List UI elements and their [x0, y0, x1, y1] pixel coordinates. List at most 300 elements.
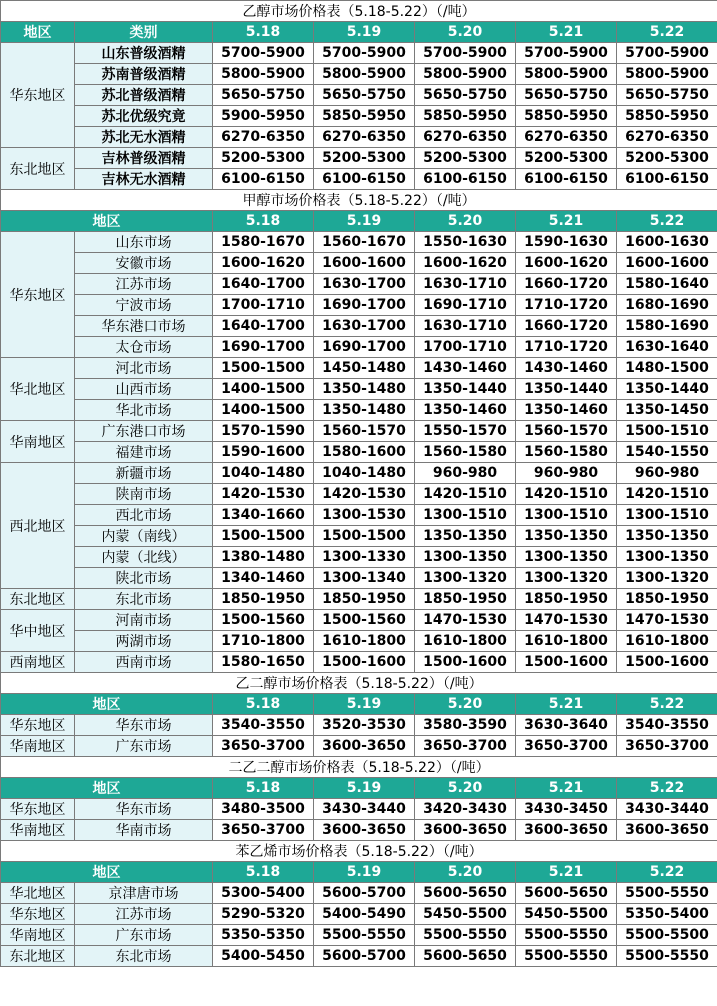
price-cell: 6270-6350	[617, 127, 717, 148]
category-cell: 山东市场	[75, 232, 213, 253]
category-cell: 福建市场	[75, 442, 213, 463]
region-cell: 华南地区	[1, 421, 75, 463]
price-cell: 1580-1670	[213, 232, 314, 253]
price-cell: 1540-1550	[617, 442, 717, 463]
region-cell: 华北地区	[1, 883, 75, 904]
table-row	[1, 484, 717, 505]
table-row	[1, 400, 717, 421]
table-row	[1, 820, 717, 841]
price-cell: 1610-1800	[617, 631, 717, 652]
category-cell: 江苏市场	[75, 274, 213, 295]
price-cell: 1300-1340	[314, 568, 415, 589]
price-cell: 1700-1710	[213, 295, 314, 316]
header-date: 5.18	[213, 694, 314, 715]
header-date: 5.20	[415, 778, 516, 799]
price-cell: 5900-5950	[213, 106, 314, 127]
table-title-row	[1, 841, 717, 862]
price-cell: 3650-3700	[617, 736, 717, 757]
price-cell: 1690-1700	[314, 295, 415, 316]
price-cell: 5200-5300	[516, 148, 617, 169]
price-cell: 5850-5950	[415, 106, 516, 127]
header-date: 5.21	[516, 862, 617, 883]
price-cell: 1630-1710	[415, 274, 516, 295]
table-row	[1, 925, 717, 946]
price-cell: 1340-1660	[213, 505, 314, 526]
price-cell: 3600-3650	[415, 820, 516, 841]
price-cell: 5600-5650	[415, 883, 516, 904]
price-cell: 6270-6350	[213, 127, 314, 148]
price-cell: 1600-1620	[415, 253, 516, 274]
table-row	[1, 526, 717, 547]
price-cell: 5850-5950	[617, 106, 717, 127]
price-cell: 5500-5550	[314, 925, 415, 946]
region-cell: 东北地区	[1, 589, 75, 610]
header-date: 5.22	[617, 211, 717, 232]
price-cell: 5200-5300	[314, 148, 415, 169]
price-cell: 1420-1530	[314, 484, 415, 505]
table-row	[1, 316, 717, 337]
price-cell: 1630-1710	[415, 316, 516, 337]
header-region: 地区	[1, 22, 75, 43]
header-date: 5.21	[516, 694, 617, 715]
price-cell: 1560-1580	[516, 442, 617, 463]
table-title-row	[1, 190, 717, 211]
category-cell: 苏北普级酒精	[75, 85, 213, 106]
category-cell: 内蒙（南线）	[75, 526, 213, 547]
price-cell: 5800-5900	[314, 64, 415, 85]
category-cell: 山东普级酒精	[75, 43, 213, 64]
price-cell: 1610-1800	[314, 631, 415, 652]
price-cell: 1600-1620	[213, 253, 314, 274]
table-row	[1, 631, 717, 652]
price-cell: 5850-5950	[516, 106, 617, 127]
price-cell: 1350-1440	[617, 379, 717, 400]
price-cell: 5350-5350	[213, 925, 314, 946]
region-cell: 华东地区	[1, 232, 75, 358]
price-cell: 1590-1600	[213, 442, 314, 463]
price-cell: 3430-3450	[516, 799, 617, 820]
table-row	[1, 568, 717, 589]
price-cell: 1710-1800	[213, 631, 314, 652]
category-cell: 苏南普级酒精	[75, 64, 213, 85]
price-cell: 1610-1800	[415, 631, 516, 652]
table-row	[1, 85, 717, 106]
header-date: 5.19	[314, 778, 415, 799]
price-cell: 960-980	[415, 463, 516, 484]
region-cell: 华南地区	[1, 820, 75, 841]
table-row	[1, 253, 717, 274]
category-cell: 西北市场	[75, 505, 213, 526]
header-category: 类别	[75, 22, 213, 43]
price-cell: 1500-1600	[617, 652, 717, 673]
category-cell: 华东市场	[75, 799, 213, 820]
price-cell: 3540-3550	[213, 715, 314, 736]
price-cell: 1690-1700	[314, 337, 415, 358]
price-cell: 1590-1630	[516, 232, 617, 253]
price-cell: 5200-5300	[415, 148, 516, 169]
price-cell: 6100-6150	[415, 169, 516, 190]
region-cell: 西南地区	[1, 652, 75, 673]
header-date: 5.21	[516, 22, 617, 43]
table-row	[1, 589, 717, 610]
price-cell: 1300-1510	[516, 505, 617, 526]
header-row	[1, 778, 717, 799]
price-cell: 1350-1350	[516, 526, 617, 547]
price-cell: 1350-1350	[617, 526, 717, 547]
category-cell: 东北市场	[75, 589, 213, 610]
price-cell: 1560-1570	[516, 421, 617, 442]
price-cell: 1500-1510	[617, 421, 717, 442]
price-cell: 1850-1950	[617, 589, 717, 610]
header-date: 5.22	[617, 22, 717, 43]
price-cell: 5700-5900	[516, 43, 617, 64]
price-cell: 3600-3650	[314, 820, 415, 841]
table-row	[1, 505, 717, 526]
price-cell: 5650-5750	[617, 85, 717, 106]
header-date: 5.18	[213, 211, 314, 232]
price-cell: 1450-1480	[314, 358, 415, 379]
price-cell: 5200-5300	[213, 148, 314, 169]
price-cell: 1500-1500	[213, 358, 314, 379]
price-cell: 5500-5550	[516, 925, 617, 946]
region-cell: 西北地区	[1, 463, 75, 589]
price-cell: 1560-1670	[314, 232, 415, 253]
price-cell: 5300-5400	[213, 883, 314, 904]
category-cell: 太仓市场	[75, 337, 213, 358]
header-row	[1, 211, 717, 232]
table-row	[1, 295, 717, 316]
table-row	[1, 43, 717, 64]
price-cell: 1660-1720	[516, 316, 617, 337]
price-cell: 1500-1560	[213, 610, 314, 631]
price-cell: 5700-5900	[314, 43, 415, 64]
price-cell: 1640-1700	[213, 316, 314, 337]
price-cell: 1630-1700	[314, 274, 415, 295]
table-row	[1, 169, 717, 190]
price-cell: 1700-1710	[415, 337, 516, 358]
table-title: 乙二醇市场价格表（5.18-5.22）（/吨）	[1, 673, 717, 694]
table-title-row	[1, 757, 717, 778]
price-cell: 1710-1720	[516, 337, 617, 358]
price-cell: 1300-1530	[314, 505, 415, 526]
price-cell: 1300-1320	[415, 568, 516, 589]
price-cell: 5500-5500	[617, 925, 717, 946]
price-cell: 1570-1590	[213, 421, 314, 442]
price-cell: 1630-1640	[617, 337, 717, 358]
price-cell: 3480-3500	[213, 799, 314, 820]
header-date: 5.18	[213, 862, 314, 883]
price-cell: 960-980	[516, 463, 617, 484]
header-date: 5.22	[617, 694, 717, 715]
price-cell: 1500-1600	[314, 652, 415, 673]
price-cell: 1610-1800	[516, 631, 617, 652]
price-cell: 1470-1530	[415, 610, 516, 631]
price-cell: 1630-1700	[314, 316, 415, 337]
table-row	[1, 232, 717, 253]
table-title: 乙醇市场价格表（5.18-5.22）（/吨）	[1, 1, 717, 22]
price-cell: 1550-1570	[415, 421, 516, 442]
price-cell: 1350-1450	[617, 400, 717, 421]
price-cell: 1420-1510	[617, 484, 717, 505]
table-row	[1, 652, 717, 673]
header-date: 5.19	[314, 862, 415, 883]
price-cell: 5450-5500	[516, 904, 617, 925]
price-cell: 5650-5750	[314, 85, 415, 106]
price-cell: 1350-1350	[415, 526, 516, 547]
price-cell: 1550-1630	[415, 232, 516, 253]
price-cell: 6100-6150	[516, 169, 617, 190]
price-cell: 1350-1440	[415, 379, 516, 400]
price-cell: 3430-3440	[617, 799, 717, 820]
category-cell: 新疆市场	[75, 463, 213, 484]
price-cell: 5500-5550	[415, 925, 516, 946]
region-cell: 华东地区	[1, 799, 75, 820]
category-cell: 宁波市场	[75, 295, 213, 316]
region-cell: 华东地区	[1, 43, 75, 148]
price-cell: 3600-3650	[617, 820, 717, 841]
price-cell: 1600-1600	[314, 253, 415, 274]
region-cell: 东北地区	[1, 148, 75, 190]
price-cell: 1420-1510	[516, 484, 617, 505]
price-cell: 5600-5650	[516, 883, 617, 904]
price-cell: 1300-1510	[415, 505, 516, 526]
table-title-row	[1, 673, 717, 694]
category-cell: 江苏市场	[75, 904, 213, 925]
price-cell: 1850-1950	[415, 589, 516, 610]
price-cell: 1040-1480	[314, 463, 415, 484]
category-cell: 广东市场	[75, 736, 213, 757]
category-cell: 华东港口市场	[75, 316, 213, 337]
price-cell: 3600-3650	[314, 736, 415, 757]
category-cell: 华北市场	[75, 400, 213, 421]
price-cell: 5450-5500	[415, 904, 516, 925]
price-cell: 3650-3700	[516, 736, 617, 757]
region-cell: 华东地区	[1, 904, 75, 925]
price-cell: 1660-1720	[516, 274, 617, 295]
price-cell: 1600-1600	[617, 253, 717, 274]
price-cell: 1690-1700	[213, 337, 314, 358]
category-cell: 华南市场	[75, 820, 213, 841]
price-cell: 1380-1480	[213, 547, 314, 568]
price-cell: 3630-3640	[516, 715, 617, 736]
table-row	[1, 379, 717, 400]
price-cell: 1350-1460	[516, 400, 617, 421]
category-cell: 河北市场	[75, 358, 213, 379]
price-cell: 3650-3700	[213, 736, 314, 757]
price-cell: 5850-5950	[314, 106, 415, 127]
price-cell: 3520-3530	[314, 715, 415, 736]
price-cell: 6100-6150	[617, 169, 717, 190]
category-cell: 陕北市场	[75, 568, 213, 589]
price-cell: 3600-3650	[516, 820, 617, 841]
table-row	[1, 946, 717, 967]
table-row	[1, 337, 717, 358]
price-cell: 1300-1350	[516, 547, 617, 568]
header-row	[1, 862, 717, 883]
table-row	[1, 127, 717, 148]
price-cell: 5400-5490	[314, 904, 415, 925]
table-row	[1, 736, 717, 757]
price-cell: 5200-5300	[617, 148, 717, 169]
header-date: 5.19	[314, 694, 415, 715]
table-row	[1, 547, 717, 568]
header-row	[1, 22, 717, 43]
table-row	[1, 463, 717, 484]
category-cell: 东北市场	[75, 946, 213, 967]
category-cell: 吉林普级酒精	[75, 148, 213, 169]
price-cell: 1350-1460	[415, 400, 516, 421]
price-cell: 3650-3700	[415, 736, 516, 757]
price-cell: 3430-3440	[314, 799, 415, 820]
region-cell: 华南地区	[1, 736, 75, 757]
price-cell: 1850-1950	[516, 589, 617, 610]
price-cell: 6270-6350	[415, 127, 516, 148]
price-cell: 3540-3550	[617, 715, 717, 736]
table-title: 甲醇市场价格表（5.18-5.22）（/吨）	[1, 190, 717, 211]
price-cell: 5400-5450	[213, 946, 314, 967]
header-region: 地区	[1, 778, 213, 799]
price-cell: 1350-1480	[314, 400, 415, 421]
price-cell: 1350-1440	[516, 379, 617, 400]
price-cell: 5500-5550	[516, 946, 617, 967]
header-date: 5.18	[213, 22, 314, 43]
header-date: 5.18	[213, 778, 314, 799]
price-cell: 5700-5900	[617, 43, 717, 64]
price-cell: 1300-1350	[415, 547, 516, 568]
table-row	[1, 799, 717, 820]
price-cell: 6270-6350	[314, 127, 415, 148]
header-date: 5.20	[415, 862, 516, 883]
category-cell: 京津唐市场	[75, 883, 213, 904]
price-cell: 5600-5650	[415, 946, 516, 967]
price-cell: 1500-1500	[314, 526, 415, 547]
price-cell: 1600-1620	[516, 253, 617, 274]
header-date: 5.22	[617, 862, 717, 883]
table-row	[1, 904, 717, 925]
category-cell: 华东市场	[75, 715, 213, 736]
header-date: 5.20	[415, 694, 516, 715]
price-cell: 1040-1480	[213, 463, 314, 484]
price-cell: 1500-1600	[516, 652, 617, 673]
category-cell: 安徽市场	[75, 253, 213, 274]
table-row	[1, 883, 717, 904]
price-cell: 3580-3590	[415, 715, 516, 736]
category-cell: 苏北无水酒精	[75, 127, 213, 148]
price-cell: 6100-6150	[314, 169, 415, 190]
category-cell: 两湖市场	[75, 631, 213, 652]
price-cell: 5800-5900	[516, 64, 617, 85]
table-row	[1, 610, 717, 631]
price-cell: 1580-1690	[617, 316, 717, 337]
price-cell: 1470-1530	[617, 610, 717, 631]
price-cell: 1400-1500	[213, 400, 314, 421]
price-cell: 1560-1570	[314, 421, 415, 442]
table-row	[1, 421, 717, 442]
table-title: 苯乙烯市场价格表（5.18-5.22）（/吨）	[1, 841, 717, 862]
price-cell: 1300-1320	[617, 568, 717, 589]
price-cell: 5650-5750	[213, 85, 314, 106]
price-cell: 5500-5550	[617, 946, 717, 967]
category-cell: 山西市场	[75, 379, 213, 400]
price-cell: 1300-1330	[314, 547, 415, 568]
price-cell: 1680-1690	[617, 295, 717, 316]
price-cell: 1500-1560	[314, 610, 415, 631]
price-cell: 1430-1460	[415, 358, 516, 379]
header-region: 地区	[1, 694, 213, 715]
price-cell: 1300-1510	[617, 505, 717, 526]
price-cell: 1580-1650	[213, 652, 314, 673]
header-region: 地区	[1, 862, 213, 883]
region-cell: 华南地区	[1, 925, 75, 946]
price-cell: 1470-1530	[516, 610, 617, 631]
price-cell: 6270-6350	[516, 127, 617, 148]
header-date: 5.21	[516, 211, 617, 232]
price-cell: 5700-5900	[213, 43, 314, 64]
price-cell: 5800-5900	[617, 64, 717, 85]
price-cell: 1580-1600	[314, 442, 415, 463]
region-cell: 华东地区	[1, 715, 75, 736]
price-cell: 5800-5900	[213, 64, 314, 85]
table-row	[1, 64, 717, 85]
category-cell: 苏北优级究竟	[75, 106, 213, 127]
price-cell: 1480-1500	[617, 358, 717, 379]
price-cell: 1600-1630	[617, 232, 717, 253]
table-row	[1, 358, 717, 379]
category-cell: 河南市场	[75, 610, 213, 631]
price-cell: 5290-5320	[213, 904, 314, 925]
price-cell: 3650-3700	[213, 820, 314, 841]
price-cell: 1340-1460	[213, 568, 314, 589]
header-date: 5.22	[617, 778, 717, 799]
price-cell: 1710-1720	[516, 295, 617, 316]
table-row	[1, 106, 717, 127]
price-cell: 5650-5750	[415, 85, 516, 106]
price-cell: 5700-5900	[415, 43, 516, 64]
header-date: 5.19	[314, 211, 415, 232]
table-row	[1, 442, 717, 463]
price-cell: 1850-1950	[213, 589, 314, 610]
header-date: 5.19	[314, 22, 415, 43]
price-cell: 1300-1350	[617, 547, 717, 568]
price-cell: 1430-1460	[516, 358, 617, 379]
table-row	[1, 715, 717, 736]
header-date: 5.20	[415, 211, 516, 232]
price-cell: 5350-5400	[617, 904, 717, 925]
header-date: 5.20	[415, 22, 516, 43]
price-cell: 5500-5550	[617, 883, 717, 904]
price-cell: 1500-1500	[213, 526, 314, 547]
region-cell: 东北地区	[1, 946, 75, 967]
region-cell: 华中地区	[1, 610, 75, 652]
price-cell: 1560-1580	[415, 442, 516, 463]
price-cell: 1420-1510	[415, 484, 516, 505]
price-cell: 5800-5900	[415, 64, 516, 85]
price-cell: 1850-1950	[314, 589, 415, 610]
table-title-row	[1, 1, 717, 22]
price-cell: 5600-5700	[314, 946, 415, 967]
header-date: 5.21	[516, 778, 617, 799]
price-cell: 1580-1640	[617, 274, 717, 295]
table-row	[1, 274, 717, 295]
category-cell: 吉林无水酒精	[75, 169, 213, 190]
category-cell: 西南市场	[75, 652, 213, 673]
price-cell: 1500-1600	[415, 652, 516, 673]
category-cell: 陕南市场	[75, 484, 213, 505]
price-cell: 5650-5750	[516, 85, 617, 106]
price-cell: 1420-1530	[213, 484, 314, 505]
header-row	[1, 694, 717, 715]
price-cell: 1640-1700	[213, 274, 314, 295]
